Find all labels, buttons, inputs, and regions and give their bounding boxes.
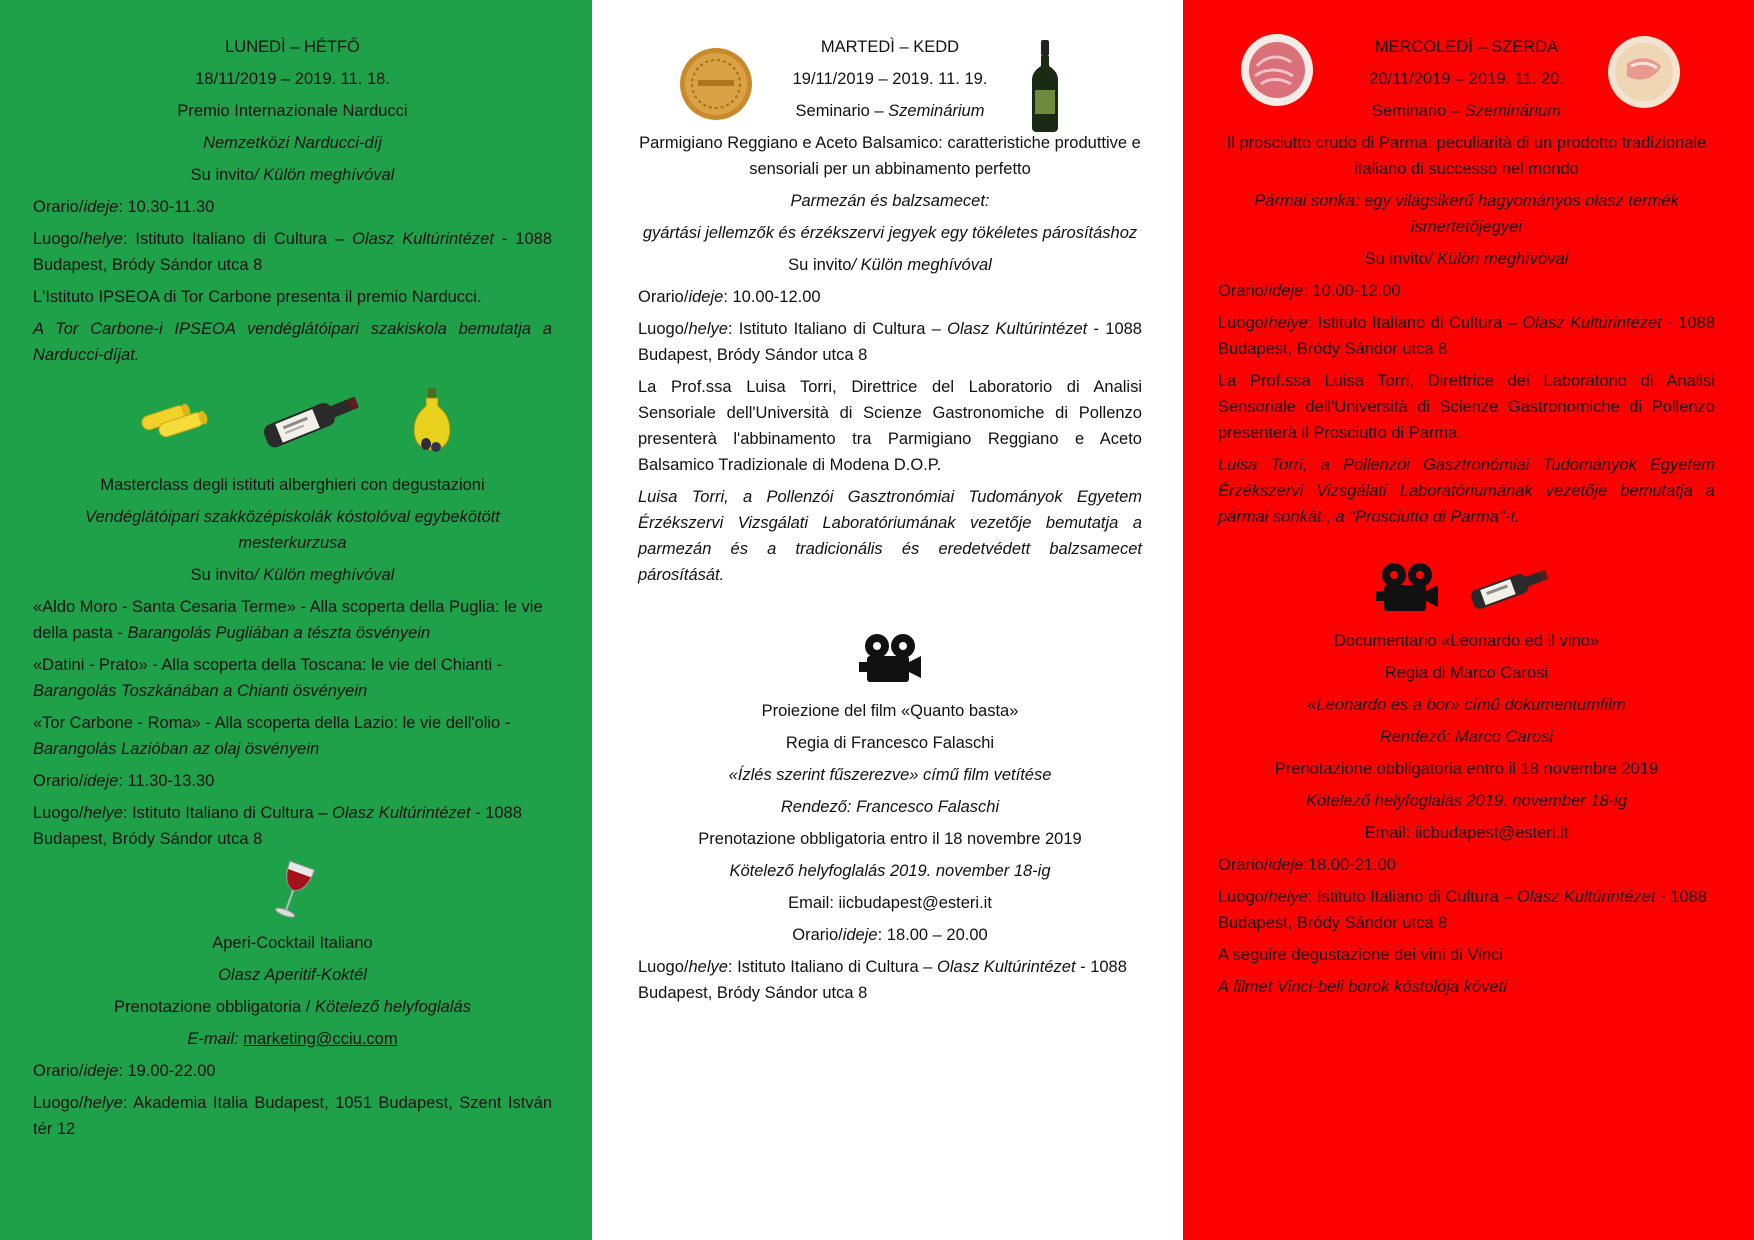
place-address: - 1088 Budapest, Bródy Sándor utca 8: [33, 804, 522, 848]
place-hu: Olasz Kultúrintézet: [1522, 314, 1662, 332]
event-subtitle-hu: gyártási jellemzők és érzékszervi jegyek egy tökéletes párosításhoz: [642, 224, 1138, 242]
time-value: : 18.00 – 20.00: [877, 926, 988, 944]
wednesday-content: [1218, 34, 1715, 1006]
day-heading: LUNEDÌ – HÉTFŐ: [225, 38, 360, 56]
place-address: - 1088 Budapest, Bródy Sándor utca 8: [33, 230, 552, 274]
school-it: «Tor Carbone - Roma» - Alla scoperta della Lazio: le vie dell'olio -: [33, 714, 511, 732]
event-title: Aperi-Cocktail Italiano: [212, 934, 373, 952]
place-label-hu: helye: [688, 958, 728, 976]
email-link[interactable]: marketing@cciu.com: [243, 1030, 398, 1048]
olive-oil-icon: [412, 386, 452, 452]
wine-glass-icon: [268, 860, 318, 922]
place-it: : Istituto Italiano di Cultura –: [727, 320, 948, 338]
wine-bottle-icon: [1464, 560, 1560, 614]
description-hu: Luisa Torri, a Pollenzói Gasztronómiai Tudományok Egyetem Érzékszervi Vizsgálati Laboratóriumának vezetője bemutatja a pármai sonkát., a "Prosciutto di Parma"-t.: [1218, 456, 1715, 526]
tasting-hu: A filmet Vinci-beli borok kóstolója követi: [1218, 978, 1507, 996]
tuesday-column: [592, 0, 1183, 1240]
school-hu: Barangolás Lazióban az olaj ösvényein: [33, 740, 320, 758]
place-it: : Istituto Italiano di Cultura –: [1307, 888, 1518, 906]
film-wine-icon-row: [1218, 560, 1715, 614]
school-line: [33, 710, 552, 762]
event-title: Il prosciutto crudo di Parma: peculiarità di un prodotto tradizionale italiano di successo nel mondo: [1226, 134, 1707, 178]
place-label: Luogo/: [33, 1094, 84, 1112]
time-value: :18.00-21.00: [1303, 856, 1396, 874]
tasting-it: A seguire degustazione dei vini di Vinci: [1218, 946, 1503, 964]
invite-note: [1218, 246, 1715, 272]
description-it: La Prof.ssa Luisa Torri, Direttrice del Laboratorio di Analisi Sensoriale dell'Università di Scienze Gastronomiche di Pollenzo presenterà il Prosciutto di Parma.: [1218, 372, 1715, 442]
time-line: [1218, 278, 1715, 304]
invite-note: [638, 252, 1142, 278]
booking-it: Prenotazione obbligatoria entro il 18 novembre 2019: [1274, 760, 1659, 778]
director-hu: Rendező: Francesco Falaschi: [780, 798, 1000, 816]
place-label-hu: helye: [83, 804, 123, 822]
time-label-hu: ideje: [688, 288, 724, 306]
place-label: Luogo/: [1218, 314, 1269, 332]
time-label-hu: ideje: [1268, 856, 1304, 874]
time-label: Orario/: [33, 198, 84, 216]
place-address: - 1088 Budapest, Bródy Sándor utca 8: [638, 958, 1127, 1002]
time-line: [33, 768, 552, 794]
type-hu: Szeminárium: [888, 102, 985, 120]
place-line: [1218, 884, 1715, 936]
place-hu: Olasz Kultúrintézet: [332, 804, 471, 822]
booking-note: [33, 994, 552, 1020]
booking-hu: Kötelező helyfoglalás 2019. november 18-ig: [1305, 792, 1628, 810]
event-title-hu: «Leonardo és a bor» című dokumentumfilm: [1307, 696, 1626, 714]
invite-hu: / Külön meghívóval: [1427, 250, 1569, 268]
time-label: Orario/: [1218, 856, 1269, 874]
description-hu: Luisa Torri, a Pollenzói Gasztronómiai Tudományok Egyetem Érzékszervi Vizsgálati Laboratóriumának vezetője bemutatja a parmezán és a tradicionális és eredetvédett balzsamecet párosítását.: [638, 488, 1142, 584]
invite-hu: / Külön meghívóval: [851, 256, 992, 274]
invite-note: [33, 162, 552, 188]
type-hu: Szeminárium: [1464, 102, 1561, 120]
time-label-hu: ideje: [1268, 282, 1304, 300]
event-title-hu: Pármai sonka: egy világsikerű hagyományos olasz termék ismertetőjegyei: [1254, 192, 1679, 236]
invite-hu: / Külön meghívóval: [253, 166, 395, 184]
place-it: : Istituto Italiano di Cultura –: [122, 804, 333, 822]
invite-it: Su invito: [190, 166, 254, 184]
food-icons-row: [33, 384, 552, 454]
place-label-hu: helye: [688, 320, 728, 338]
time-label: Orario/: [1218, 282, 1269, 300]
invite-hu: / Külön meghívóval: [253, 566, 395, 584]
time-value: : 11.30-13.30: [118, 772, 215, 790]
date: 20/11/2019 – 2019. 11. 20.: [1369, 70, 1564, 88]
time-value: : 10.00-12.00: [1303, 282, 1401, 300]
place-label: Luogo/: [638, 958, 689, 976]
booking-it: Prenotazione obbligatoria entro il 18 novembre 2019: [698, 830, 1082, 848]
place-label-hu: helye: [1268, 888, 1308, 906]
event-type: [1218, 98, 1715, 124]
description-hu: A Tor Carbone-i IPSEOA vendéglátóipari szakiskola bemutatja a Narducci-díjat.: [33, 320, 552, 364]
event-title-hu: «Ízlés szerint fűszerezve» című film vetítése: [728, 766, 1052, 784]
description-it: La Prof.ssa Luisa Torri, Direttrice del Laboratorio di Analisi Sensoriale dell'Università di Scienze Gastronomiche di Pollenzo presenterà l'abbinamento tra Parmigiano Reggiano e Aceto Balsamico Tradizionale di Modena D.O.P.: [638, 378, 1142, 474]
time-label: Orario/: [792, 926, 843, 944]
time-line: [638, 922, 1142, 948]
place-line: [638, 316, 1142, 368]
invite-it: Su invito: [788, 256, 852, 274]
time-label-hu: ideje: [83, 772, 119, 790]
school-hu: Barangolás Toszkánában a Chianti ösvényein: [33, 682, 368, 700]
time-line: [638, 284, 1142, 310]
wednesday-column: [1183, 0, 1754, 1240]
time-label: Orario/: [638, 288, 689, 306]
director-it: Regia di Francesco Falaschi: [785, 734, 995, 752]
email-label: E-mail:: [187, 1030, 244, 1048]
place-it: : Istituto Italiano di Cultura –: [122, 230, 353, 248]
pasta-icon: [134, 394, 212, 444]
place-line: [33, 800, 552, 852]
monday-content: [33, 34, 552, 1148]
event-title: Proiezione del film «Quanto basta»: [761, 702, 1019, 720]
tuesday-content: [638, 34, 1142, 1012]
time-line: [33, 1058, 552, 1084]
email-line: [33, 1026, 552, 1052]
time-value: : 10.00-12.00: [723, 288, 821, 306]
place-label-hu: helye: [83, 230, 123, 248]
school-line: [33, 594, 552, 646]
place-address: - 1088 Budapest, Bródy Sándor utca 8: [638, 320, 1142, 364]
event-title-hu: Nemzetközi Narducci-díj: [203, 134, 382, 152]
place-label: Luogo/: [33, 230, 84, 248]
place-value: : Akademia Italia Budapest, 1051 Budapest, Szent István tér 12: [33, 1094, 552, 1138]
school-it: «Datini - Prato» - Alla scoperta della Toscana: le vie del Chianti -: [33, 656, 503, 674]
place-address: - 1088 Budapest, Bródy Sándor utca 8: [1218, 314, 1715, 358]
time-value: : 10.30-11.30: [118, 198, 215, 216]
event-type: [638, 98, 1142, 124]
place-label-hu: helye: [1268, 314, 1308, 332]
type-it: Seminario –: [795, 102, 889, 120]
day-heading: MARTEDÌ – KEDD: [820, 38, 960, 56]
wine-bottle-icon: [252, 384, 372, 454]
place-it: : Istituto Italiano di Cultura –: [727, 958, 938, 976]
director-hu: Rendező: Marco Carosi: [1379, 728, 1554, 746]
event-title: Parmigiano Reggiano e Aceto Balsamico: caratteristiche produttive e sensoriali per un abbinamento perfetto: [639, 134, 1141, 178]
booking-it: Prenotazione obbligatoria /: [114, 998, 315, 1016]
event-title-hu: Vendéglátóipari szakközépiskolák kóstolóval egybekötött mesterkurzusa: [85, 508, 500, 552]
place-label: Luogo/: [33, 804, 84, 822]
event-title: Masterclass degli istituti alberghieri con degustazioni: [100, 476, 485, 494]
school-hu: Barangolás Pugliában a tészta ösvényein: [127, 624, 431, 642]
film-projector-icon: [857, 632, 923, 684]
film-icon-row: [638, 632, 1142, 684]
place-line: [33, 226, 552, 278]
booking-hu: Kötelező helyfoglalás 2019. november 18-ig: [729, 862, 1051, 880]
place-line: [33, 1090, 552, 1142]
place-address: - 1088 Budapest, Bródy Sándor utca 8: [1218, 888, 1707, 932]
description-it: L'Istituto IPSEOA di Tor Carbone presenta il premio Narducci.: [33, 288, 482, 306]
event-title-hu: Olasz Aperitif-Koktél: [218, 966, 367, 984]
place-hu: Olasz Kultúrintézet: [937, 958, 1076, 976]
place-line: [1218, 310, 1715, 362]
email-line[interactable]: Email: iicbudapest@esteri.it: [1364, 824, 1569, 842]
time-label: Orario/: [33, 772, 84, 790]
time-label-hu: ideje: [83, 1062, 119, 1080]
place-hu: Olasz Kultúrintézet: [352, 230, 494, 248]
email-line[interactable]: Email: iicbudapest@esteri.it: [788, 894, 992, 912]
event-title: Documentario «Leonardo ed il vino»: [1333, 632, 1600, 650]
director-it: Regia di Marco Carosi: [1384, 664, 1549, 682]
type-it: Seminario –: [1372, 102, 1465, 120]
time-line: [1218, 852, 1715, 878]
time-label-hu: ideje: [842, 926, 878, 944]
time-line: [33, 194, 552, 220]
school-it: «Aldo Moro - Santa Cesaria Terme» - Alla scoperta della Puglia: le vie della pasta -: [33, 598, 543, 642]
time-value: : 19.00-22.00: [118, 1062, 216, 1080]
place-it: : Istituto Italiano di Cultura –: [1307, 314, 1523, 332]
invite-it: Su invito: [1364, 250, 1428, 268]
place-label-hu: helye: [83, 1094, 123, 1112]
event-title-hu: Parmezán és balzsamecet:: [790, 192, 990, 210]
film-projector-icon: [1374, 561, 1440, 613]
place-hu: Olasz Kultúrintézet: [947, 320, 1088, 338]
invite-it: Su invito: [190, 566, 254, 584]
date: 19/11/2019 – 2019. 11. 19.: [792, 70, 988, 88]
monday-column: [0, 0, 592, 1240]
place-label: Luogo/: [1218, 888, 1269, 906]
time-label: Orario/: [33, 1062, 84, 1080]
invite-note: [33, 562, 552, 588]
place-label: Luogo/: [638, 320, 689, 338]
date: 18/11/2019 – 2019. 11. 18.: [195, 70, 390, 88]
wine-glass-row: [33, 860, 552, 922]
time-label-hu: ideje: [83, 198, 119, 216]
event-title: Premio Internazionale Narducci: [177, 102, 408, 120]
day-heading: MERCOLEDÌ – SZERDA: [1374, 38, 1559, 56]
booking-hu: Kötelező helyfoglalás: [314, 998, 471, 1016]
school-line: [33, 652, 552, 704]
place-line: [638, 954, 1142, 1006]
place-hu: Olasz Kultúrintézet: [1517, 888, 1656, 906]
